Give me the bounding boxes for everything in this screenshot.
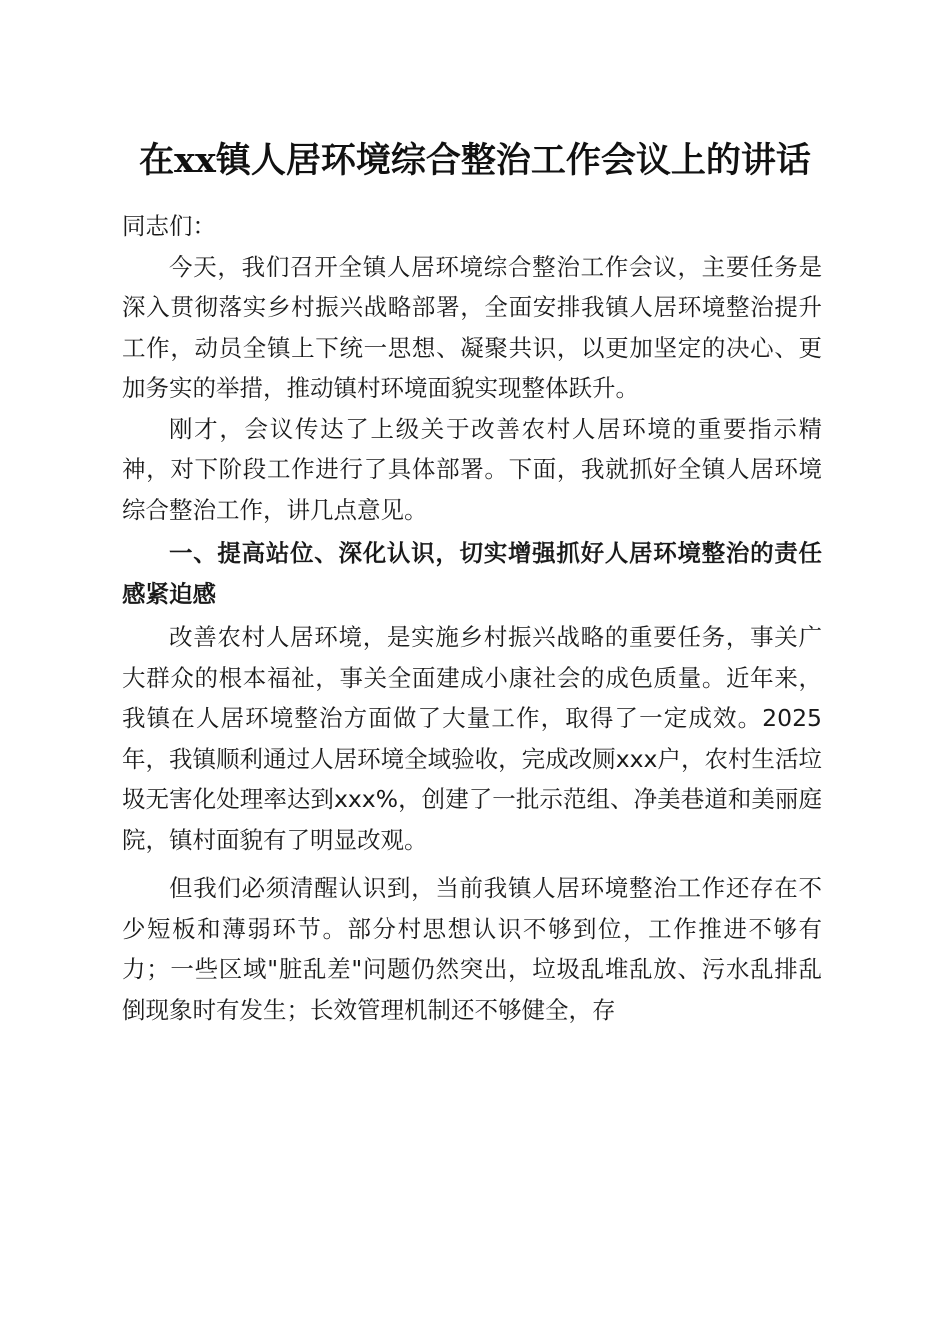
paragraph-section1-achievements: 改善农村人居环境，是实施乡村振兴战略的重要任务，事关广大群众的根本福祉，事关全面建成小康社会的成色质量。近年来，我镇在人居环境整治方面做了大量工作，取得了一定成效。2025年，我镇顺利通过人居环境全域验收，完成改厕xxx户，农村生活垃圾无害化处理率达到xxx%，创建了一批示范组、净美巷道和美丽庭院，镇村面貌有了明显改观。: [122, 623, 822, 854]
paragraph-intro: 刚才，会议传达了上级关于改善农村人居环境的重要指示精神，对下阶段工作进行了具体部署。下面，我就抓好全镇人居环境综合整治工作，讲几点意见。: [122, 414, 822, 524]
paragraph-section1-problems: 但我们必须清醒认识到，当前我镇人居环境整治工作还存在不少短板和薄弱环节。部分村思想认识不够到位，工作推进不够有力；一些区域"脏乱差"问题仍然突出，垃圾乱堆乱放、污水乱排乱倒现象时有发生；长效管理机制还不够健全，存: [122, 874, 822, 1024]
section-heading-1: 一、提高站位、深化认识，切实增强抓好人居环境整治的责任感紧迫感: [122, 539, 822, 608]
document-title: 在xx镇人居环境综合整治工作会议上的讲话: [139, 140, 811, 181]
paragraph-opening: 今天，我们召开全镇人居环境综合整治工作会议，主要任务是深入贯彻落实乡村振兴战略部署，全面安排我镇人居环境整治提升工作，动员全镇上下统一思想、凝聚共识，以更加坚定的决心、更加务实的举措，推动镇村环境面貌实现整体跃升。: [122, 252, 822, 402]
document-body: [122, 206, 822, 1030]
salutation: 同志们：: [122, 212, 216, 240]
